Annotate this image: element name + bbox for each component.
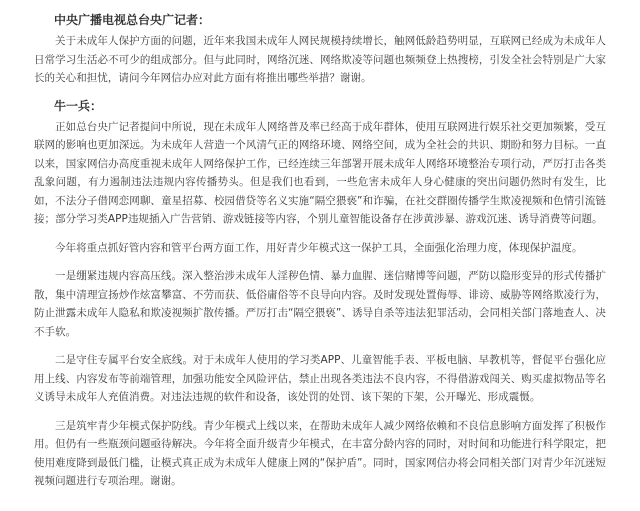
speaker-official: 牛一兵： [54,98,103,113]
point-two-paragraph: 二是守住专属平台安全底线。对于未成年人使用的学习类APP、儿童智能手表、平板电脑、早教机等，督促平台强化应用上线、内容发布等前端管理，加强功能安全风险评估，禁止出现各类违法不良内容，不得借游戏闯关、购买虚拟物品等名义诱导未成年人充值消费。对违法违规的软件和设备，该处罚的处罚、该下架的下架，公开曝光、形成震慑。 [34,354,606,403]
point-three-paragraph: 三是筑牢青少年模式保护防线。青少年模式上线以来，在帮助未成年人减少网络依赖和不良信息影响方面发挥了积极作用。但仍有一些瓶颈问题亟待解决。今年将全面升级青少年模式，在丰富分龄内容的同时，对时间和功能进行科学限定，把使用难度降到最低门槛，让模式真正成为未成年人健康上网的“保护盾”。同时，国家网信办将会同相关部门对青少年沉迷短视频问题进行专项治理。谢谢。 [34,419,606,487]
answer-intro-paragraph: 正如总台央广记者提问中所说，现在未成年人网络普及率已经高于成年群体，使用互联网进行娱乐社交更加频繁，受互联网的影响也更加深远。为未成年人营造一个风清气正的网络环境、网络空间，成为全社会的共识、期盼和努力目标。一直以来，国家网信办高度重视未成年人网络保护工作，已经连续三年部署开展未成年人网络环境整治专项行动，严厉打击各类乱象问题，有力遏制违法违规内容传播势头。但是我们也看到，一些危害未成年人身心健康的突出问题仍然时有发生，比如，不法分子借网恋网聊、童星招募、校园借贷等名义实施“隔空猥亵”和诈骗，在社交群圈传播学生欺凌视频和色情引流链接；部分学习类APP违规插入广告营销、游戏链接等内容，个别儿童智能设备存在涉黄涉暴、游戏沉迷、诱导消费等问题。 [34,120,606,225]
speaker-reporter: 中央广播电视总台央广记者： [54,13,211,27]
point-one-paragraph: 一是绷紧违规内容高压线。深入整治涉未成年人淫秽色情、暴力血腥、迷信赌博等问题，严防以隐形变异的形式传播扩散，集中清理宣扬炒作炫富攀富、不劳而获、低俗庸俗等不良导向内容。及时发现处置侮辱、诽谤、威胁等网络欺凌行为，防止泄露未成年人隐私和欺凌视频扩散传播。严厉打击“隔空猥亵”、诱导自杀等违法犯罪活动，会同相关部门落地查人、决不手软。 [34,270,606,338]
question-paragraph: 关于未成年人保护方面的问题，近年来我国未成年人网民规模持续增长，触网低龄趋势明显，互联网已经成为未成年人日常学习生活必不可少的组成部分。但与此同时，网络沉迷、网络欺凌等问题也频频登上热搜榜，引发全社会特别是广大家长的关心和担忧，请问今年网信办应对此方面有将推出哪些举措？谢谢。 [34,35,606,84]
answer-focus-paragraph: 今年将重点抓好管内容和管平台两方面工作，用好青少年模式这一保护工具，全面强化治理力度，体现保护温度。 [55,241,583,254]
